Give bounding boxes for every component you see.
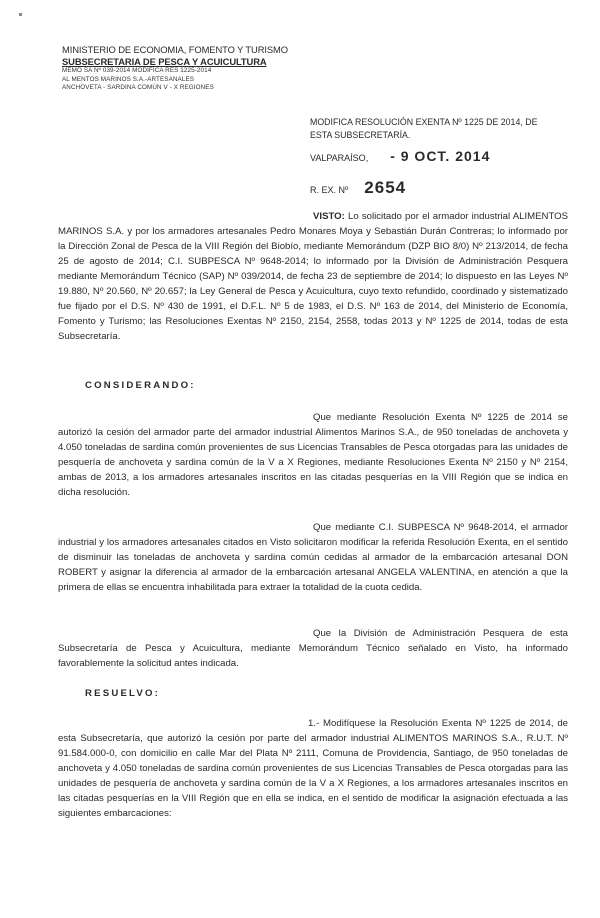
resolution-number	[310, 178, 406, 198]
scan-mark	[19, 13, 22, 16]
considerando-paragraph: Que mediante C.I. SUBPESCA Nº 9648-2014, el armador industrial y los armadores artesanales citados en Visto solicitaron modificar la referida Resolución Exenta, en el sentido de disminuir las toneladas de anchoveta y sardina común cedidas al armador de la embarcación artesanal DON ROBERT y asignar la diferencia al armador de la embarcación artesanal ANGELA VALENTINA, en atención a que la primera de ellas se encuentra inhabilitada para extraer la totalidad de la cuota cedida.	[58, 522, 568, 593]
reference-line: MEMO SA Nº 039-2014 MODIFICA RES 1225-2014	[62, 67, 212, 74]
resuelvo-heading: RESUELVO:	[85, 688, 161, 699]
visto-paragraph	[58, 209, 568, 344]
considerando-heading: CONSIDERANDO:	[85, 380, 196, 391]
considerando-paragraph: Que mediante Resolución Exenta Nº 1225 de 2014 se autorizó la cesión del armador parte del armador industrial Alimentos Marinos S.A., de 950 toneladas de anchoveta y 4.050 toneladas de sardina común provenientes de sus Licencias Transables de Pesca otorgadas para las unidades de pesquería de anchoveta y sardina común de la V a X Regiones, mediante Resoluciones Exenta Nº 2150 y Nº 2154, ambas de 2013, a los armadores artesanales inscritos en las citadas pesquerías en la VIII Región que se indica en dicha resolución.	[58, 412, 568, 498]
resuelvo-paragraph: 1.- Modifíquese la Resolución Exenta Nº 1225 de 2014, de esta Subsecretaría, que autorizó la cesión por parte del armador industrial ALIMENTOS MARINOS S.A., R.U.T. Nº 91.584.000-0, con domicilio en calle Mar del Plata Nº 2111, Comuna de Providencia, Santiago, de 950 toneladas de anchoveta y 4.050 toneladas de sardina común provenientes de sus Licencias Transables de Pesca otorgadas para las unidades de pesquería de anchoveta y sardina común de la V a X Regiones, a los armadores artesanales inscritos en las citadas pesquerías en la VIII Región que en ella se indica, en el sentido de modificar la asignación efectuada a las siguientes embarcaciones:	[58, 718, 568, 819]
document-subject: MODIFICA RESOLUCIÓN EXENTA Nº 1225 DE 2014, DE ESTA SUBSECRETARÍA.	[310, 117, 538, 140]
ministry-name: MINISTERIO DE ECONOMIA, FOMENTO Y TURISMO	[62, 44, 288, 55]
reference-line: AL MENTOS MARINOS S.A.-ARTESANALES	[62, 75, 195, 83]
considerando-paragraph: Que la División de Administración Pesquera de esta Subsecretaría de Pesca y Acuicultura, mediante Memorándum Técnico señalado en Visto, ha informado favorablemente la solicitud antes indicada.	[58, 628, 568, 669]
rex-label: R. EX. Nº	[310, 185, 349, 195]
subsecretaria-name: SUBSECRETARIA DE PESCA Y ACUICULTURA	[62, 55, 267, 67]
place: VALPARAÍSO,	[310, 153, 369, 163]
letterhead	[62, 44, 322, 93]
visto-text: Lo solicitado por el armador industrial ALIMENTOS MARINOS S.A. y por los armadores artesanales Pedro Monares Moya y Sebastián Durán Contreras; lo informado por la Dirección Zonal de Pesca de la VIII Región del Biobío, mediante Memorándum (DZP BIO 8/0) Nº 213/2014, de fecha 25 de agosto de 2014; C.I. SUBPESCA Nº 9648-2014; lo informado por la División de Administración Pesquera mediante Memorándum Técnico (SAP) Nº 039/2014, de fecha 23 de septiembre de 2014; lo dispuesto en las Leyes Nº 19.880, Nº 20.560, Nº 20.657; la Ley General de Pesca y Acuicultura, cuyo texto refundido, coordinado y sistematizado fue fijado por el D.S. Nº 430 de 1991, el D.F.L. Nº 5 de 1983, el D.S. Nº 163 de 2014, del Ministerio de Economía, Fomento y Turismo; las Resoluciones Exentas Nº 2150, 2154, 2558, todas 2013 y Nº 1225 de 2014, todas de esta Subsecretaría.	[58, 211, 568, 342]
rex-number: 2654	[364, 178, 407, 197]
place-date	[310, 148, 490, 164]
visto-label: VISTO:	[313, 211, 345, 222]
reference-line: ANCHOVETA - SARDINA COMÚN V - X REGIONES	[62, 84, 214, 92]
date-stamp: - 9 OCT. 2014	[390, 148, 491, 164]
